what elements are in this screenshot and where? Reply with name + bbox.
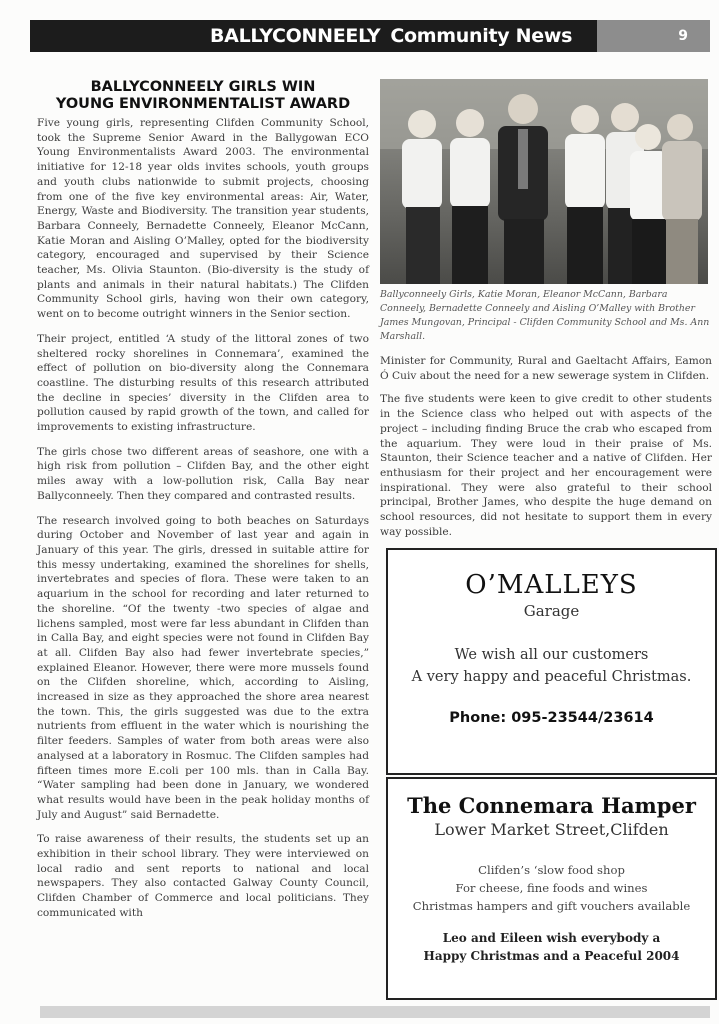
ad-address: Lower Market Street,Clifden bbox=[434, 820, 669, 839]
ad-business-name: O’MALLEYS bbox=[465, 570, 638, 600]
omalleys-garage-ad bbox=[386, 548, 717, 775]
header-title bbox=[210, 20, 572, 52]
ad-greeting-line-2: Happy Christmas and a Peaceful 2004 bbox=[423, 949, 680, 963]
article-right-column bbox=[380, 79, 712, 548]
publication-name: BALLYCONNEELY bbox=[210, 25, 381, 47]
ad-business-name: The Connemara Hamper bbox=[407, 793, 696, 818]
ad-phone: Phone: 095-23544/23614 bbox=[449, 710, 654, 726]
headline-line-1: BALLYCONNEELY GIRLS WIN bbox=[90, 79, 316, 95]
paragraph: The five students were keen to give credit to other students in the Science class who helped out with aspects of the project – including finding Bruce the crab who escaped from the aquarium. They were loud in their praise of Ms. Staunton, their Science teacher and a native of Clifden. Her enthusiasm for their project and her encouragement were inspirational. They were also grateful to their school principal, Brother James, who despite the huge demand on school resources, did not hesitate to support them in every way possible. bbox=[380, 393, 712, 538]
ad-line-1: Clifden’s ‘slow food shop bbox=[478, 863, 625, 877]
group-photo-image bbox=[380, 79, 708, 284]
ad-line-2: For cheese, fine foods and wines bbox=[455, 881, 648, 895]
paragraph: To raise awareness of their results, the students set up an exhibition in their school library. They were interviewed on local radio and sent reports to national and local newspapers. They also contacted Galway County Council, Clifden Chamber of Commerce and local politicians. They communicated with bbox=[37, 833, 369, 919]
page-number-tab bbox=[597, 20, 710, 52]
ad-greeting bbox=[388, 929, 715, 965]
paragraph: The research involved going to both beaches on Saturdays during October and November of last year and again in January of this year. The girls, dressed in suitable attire for this messy undertaking, examined the shorelines for shells, invertebrates and species of flora. These were taken to an aquarium in the school for recording and later returned to the shoreline. “Of the twenty -two species of algae and lichens sampled, most were far less abundant in Clifden than in Calla Bay, and eight species were not found in Clifden Bay at all. Clifden Bay also had fewer invertebrate species,” explained Eleanor. However, there were more mussels found on the Clifden shoreline, which, according to Aisling, increased in size as they approached the shore area nearest the town. This, the girls suggested was due to the extra nutrients from effluent in the water which is nourishing the filter feeders. Samples of water from both areas were also analysed at a laboratory in Rosmuc. The Clifden samples had fifteen times more E.coli per 100 mls. than in Calla Bay. “Water sampling had been done in January, we wondered what results would have been in the peak holiday months of July and August” said Bernadette. bbox=[37, 514, 369, 821]
paragraph: Five young girls, representing Clifden Community School, took the Supreme Senior Award in the Ballygowan ECO Young Environmentalists Award 2003. The environmental initiative for 12-18 year olds invites schools, youth groups and youth clubs nationwide to submit projects, choosing from one of the five key environmental areas: Air, Water, Energy, Waste and Biodiversity. The transition year students, Barbara Conneely, Bernadette Conneely, Eleanor McCann, Katie Moran and Aisling O’Malley, opted for the biodiversity category, encouraged and supervised by their Science teacher, Ms. Olivia Staunton. (Bio-diversity is the study of plants and animals in their natural habitats.) The Clifden Community School girls, having won their own category, went on to become outright winners in the Senior section. bbox=[37, 117, 369, 321]
ad-greeting bbox=[388, 644, 715, 688]
ad-line-3: Christmas hampers and gift vouchers available bbox=[412, 899, 691, 913]
paragraph: Minister for Community, Rural and Gaeltacht Affairs, Eamon Ó Cuiv about the need for a new sewerage system in Clifden. bbox=[380, 355, 712, 382]
ad-business-type: Garage bbox=[523, 602, 580, 620]
article-left-column bbox=[37, 79, 369, 931]
page-number: 9 bbox=[678, 28, 688, 44]
ad-greeting-line-2: A very happy and peaceful Christmas. bbox=[411, 669, 692, 685]
paragraph: The girls chose two different areas of seashore, one with a high risk from pollution – Clifden Bay, and the other eight miles away with a low-pollution risk, Calla Bay near Ballyconneely. Then they compared and contrasted results. bbox=[37, 445, 369, 502]
footer-bar bbox=[40, 1006, 710, 1018]
photo-caption: Ballyconneely Girls, Katie Moran, Eleanor McCann, Barbara Conneely, Bernadette Conneely and Aisling O’Malley with Brother James Mungovan, Principal - Clifden Community School and Ms. Ann Marshall. bbox=[380, 289, 710, 342]
section-name: Community News bbox=[390, 25, 573, 47]
ad-description bbox=[388, 861, 715, 915]
headline-line-2: YOUNG ENVIRONMENTALIST AWARD bbox=[55, 96, 351, 112]
connemara-hamper-ad bbox=[386, 777, 717, 1000]
page-header bbox=[30, 20, 710, 52]
paragraph: Their project, entitled ‘A study of the littoral zones of two sheltered rocky shorelines in Connemara’, examined the effect of pollution on bio-diversity along the Connemara coastline. The disturbing results of this research attributed the decline in species’ diversity in the Clifden area to pollution caused by rapid growth of the town, and called for improvements to existing infrastructure. bbox=[37, 332, 369, 434]
article-headline bbox=[37, 79, 369, 113]
group-photo bbox=[380, 79, 708, 284]
ad-greeting-line-1: Leo and Eileen wish everybody a bbox=[442, 931, 661, 945]
ad-greeting-line-1: We wish all our customers bbox=[454, 647, 649, 663]
